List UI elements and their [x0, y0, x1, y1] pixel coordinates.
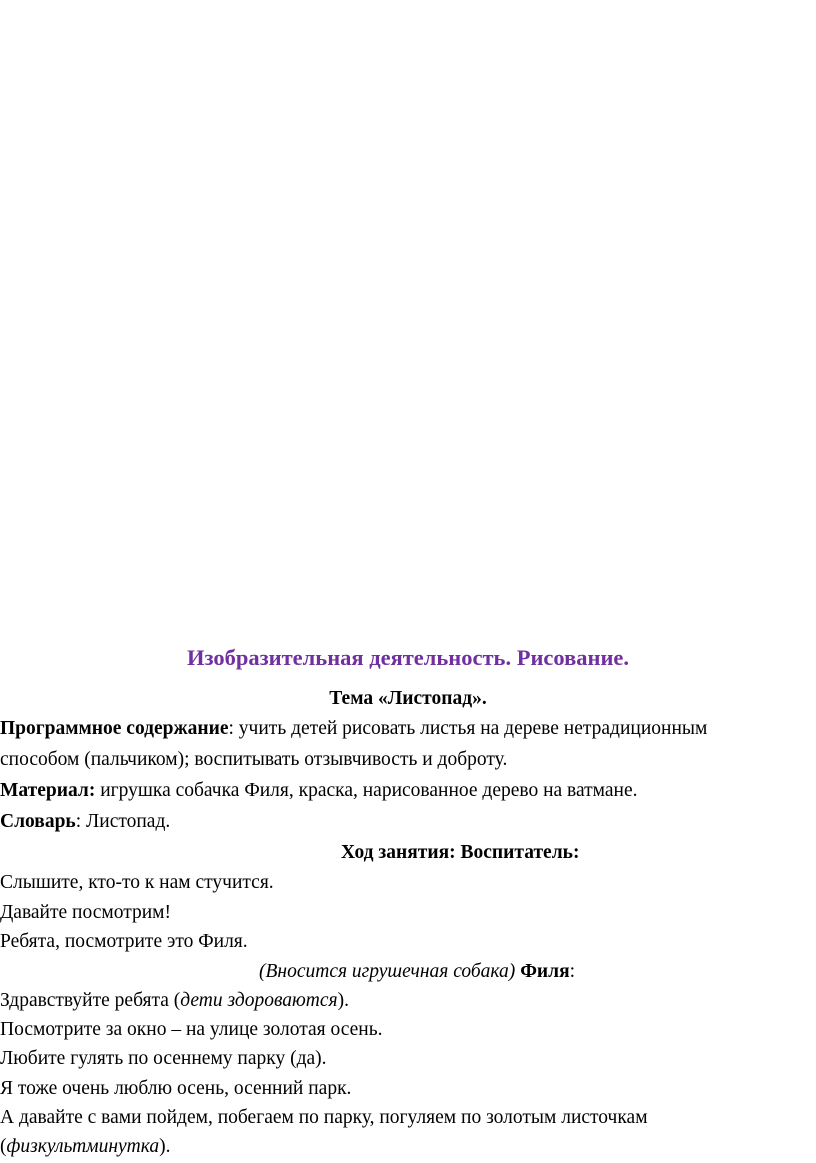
- greeting-italic: дети здороваются: [180, 990, 338, 1011]
- filya-line-2: Любите гулять по осеннему парку (да).: [0, 1048, 327, 1069]
- filya-line-1: Посмотрите за окно – на улице золотая осень.: [0, 1019, 383, 1040]
- lesson-progress-heading: Ход занятия: Воспитатель:: [341, 842, 580, 863]
- material-line: [0, 776, 638, 806]
- physical-break-italic: физкультминутка: [6, 1136, 160, 1157]
- material-text: игрушка собачка Филя, краска, нарисованное дерево на ватмане.: [95, 780, 638, 801]
- physical-break-open: (: [0, 1136, 7, 1157]
- teacher-line-3: Ребята, посмотрите это Филя.: [0, 931, 248, 952]
- stage-direction-line: [259, 957, 575, 987]
- filya-line-4: А давайте с вами пойдем, побегаем по парку, погуляем по золотым листочкам: [0, 1107, 648, 1128]
- program-content-label: Программное содержание: [0, 718, 229, 739]
- physical-break-line: [0, 1132, 171, 1162]
- program-content-line-2: способом (пальчиком); воспитывать отзывчивость и доброту.: [0, 749, 508, 770]
- program-content-line-1: [0, 714, 707, 744]
- speaker-name: Филя: [520, 961, 570, 982]
- lesson-theme: Тема «Листопад».: [329, 688, 487, 709]
- greeting-text: Здравствуйте ребята (: [0, 990, 181, 1011]
- speaker-colon: :: [569, 961, 576, 982]
- greeting-end: ).: [337, 990, 349, 1011]
- stage-direction: (Вносится игрушечная собака): [259, 961, 516, 982]
- vocabulary-text: : Листопад.: [75, 811, 171, 832]
- filya-line-3: Я тоже очень люблю осень, осенний парк.: [0, 1078, 352, 1099]
- vocabulary-label: Словарь: [0, 811, 76, 832]
- page-title: Изобразительная деятельность. Рисование.: [186, 645, 630, 670]
- teacher-line-1: Слышите, кто-то к нам стучится.: [0, 872, 274, 893]
- program-content-text-1: : учить детей рисовать листья на дереве нетрадиционным: [228, 718, 708, 739]
- material-label: Материал:: [0, 780, 96, 801]
- teacher-line-2: Давайте посмотрим!: [0, 902, 171, 923]
- vocabulary-line: [0, 807, 170, 837]
- greeting-line: [0, 986, 349, 1016]
- physical-break-close: ).: [159, 1136, 171, 1157]
